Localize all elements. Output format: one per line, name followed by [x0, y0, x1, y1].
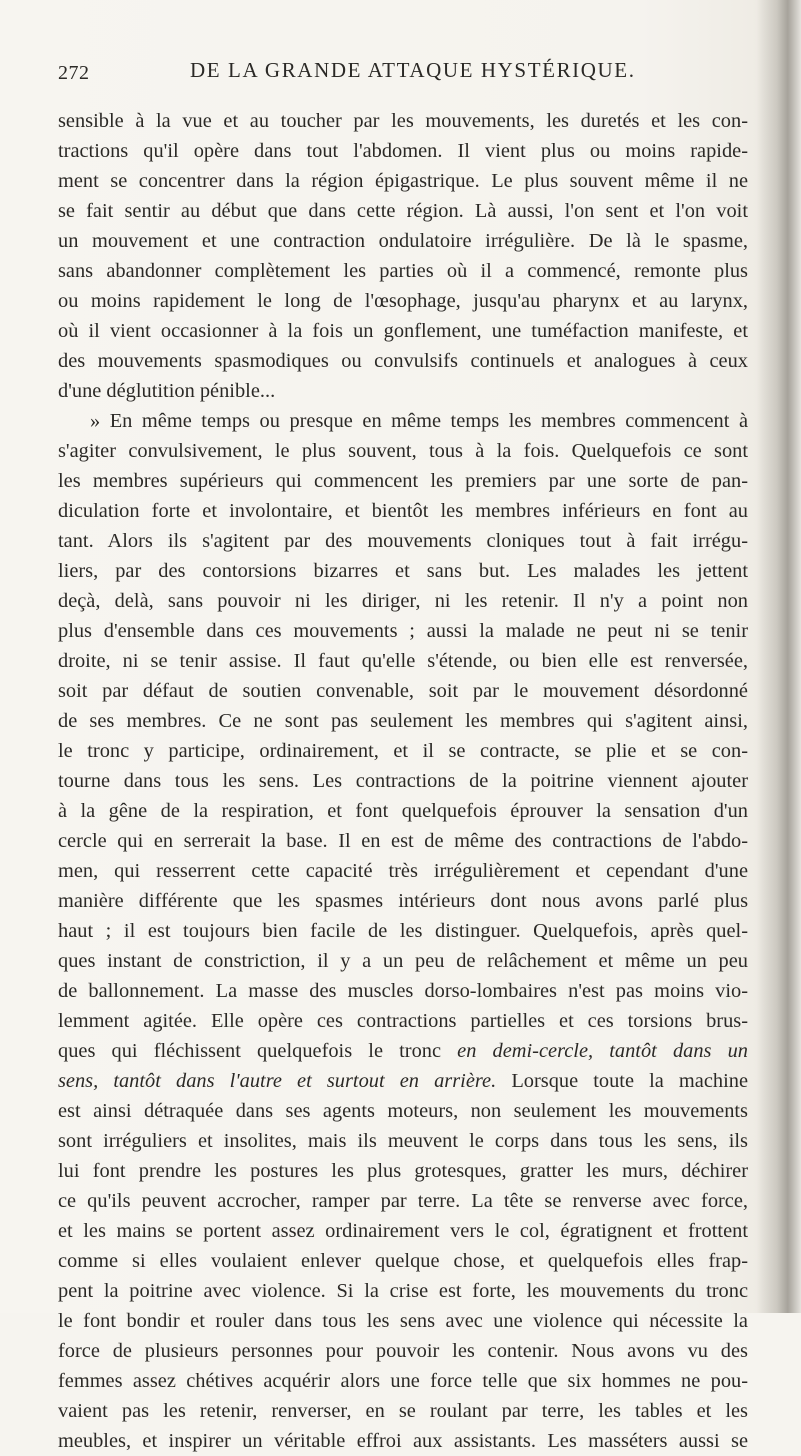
- text-line: soit par défaut de soutien convenable, soit par le mouvement désordonné: [58, 680, 748, 702]
- text-line: de ses membres. Ce ne sont pas seulement les membres qui s'agitent ainsi,: [58, 710, 748, 732]
- text-line: liers, par des contorsions bizarres et sans but. Les malades les jettent: [58, 560, 748, 582]
- text-line: sans abandonner complètement les parties où il a commencé, remonte plus: [58, 260, 748, 282]
- text-line: d'une déglutition pénible...: [58, 380, 276, 402]
- page-edge-shadow: [757, 0, 801, 1313]
- text-line: ce qu'ils peuvent accrocher, ramper par terre. La tête se renverse avec force,: [58, 1190, 748, 1212]
- text-line: à la gêne de la respiration, et font quelquefois éprouver la sensation d'un: [58, 800, 748, 822]
- text-line: men, qui resserrent cette capacité très irrégulièrement et cependant d'une: [58, 860, 748, 882]
- text-line: haut ; il est toujours bien facile de les distinguer. Quelquefois, après quel-: [58, 920, 748, 942]
- text-line: se fait sentir au début que dans cette région. Là aussi, l'on sent et l'on voit: [58, 200, 748, 222]
- text-line: où il vient occasionner à la fois un gonflement, une tuméfaction manifeste, et: [58, 320, 748, 342]
- text-line: ou moins rapidement le long de l'œsophage, jusqu'au pharynx et au larynx,: [58, 290, 748, 312]
- text-line: et les mains se portent assez ordinairement vers le col, égratignent et frottent: [58, 1220, 748, 1242]
- text-line: deçà, delà, sans pouvoir ni les diriger, ni les retenir. Il n'y a point non: [58, 590, 748, 612]
- text-line: s'agiter convulsivement, le plus souvent, tous à la fois. Quelquefois ce sont: [58, 440, 748, 462]
- text-line: le tronc y participe, ordinairement, et il se contracte, se plie et se con-: [58, 740, 748, 762]
- page-number: 272: [58, 62, 90, 84]
- text-line-mixed: [58, 1036, 748, 1066]
- text-line: est ainsi détraquée dans ses agents moteurs, non seulement les mouvements: [58, 1100, 748, 1122]
- text-fragment: ques qui fléchissent quelquefois le tronc: [58, 1040, 458, 1062]
- page-header: [58, 58, 698, 90]
- text-line: un mouvement et une contraction ondulatoire irrégulière. De là le spasme,: [58, 230, 748, 252]
- text-line: comme si elles voulaient enlever quelque chose, et quelquefois elles frap-: [58, 1250, 748, 1272]
- text-line: les membres supérieurs qui commencent les premiers par une sorte de pan-: [58, 470, 748, 492]
- text-line: lemment agitée. Elle opère ces contractions partielles et ces torsions brus-: [58, 1010, 748, 1032]
- text-line: de ballonnement. La masse des muscles dorso-lombaires n'est pas moins vio-: [58, 980, 748, 1002]
- body-text: [58, 106, 748, 1456]
- text-line-mixed: [58, 1066, 748, 1096]
- text-line: pent la poitrine avec violence. Si la crise est forte, les mouvements du tronc: [58, 1280, 748, 1302]
- italic-fragment: sens, tantôt dans l'autre et surtout en arrière.: [58, 1070, 497, 1092]
- text-line: des mouvements spasmodiques ou convulsifs continuels et analogues à ceux: [58, 350, 748, 372]
- text-line: tourne dans tous les sens. Les contractions de la poitrine viennent ajouter: [58, 770, 748, 792]
- text-line: meubles, et inspirer un véritable effroi aux assistants. Les masséters aussi se: [58, 1430, 748, 1452]
- text-line: femmes assez chétives acquérir alors une force telle que six hommes ne pou-: [58, 1370, 748, 1392]
- text-line: ment se concentrer dans la région épigastrique. Le plus souvent même il ne: [58, 170, 748, 192]
- text-line: force de plusieurs personnes pour pouvoir les contenir. Nous avons vu des: [58, 1340, 748, 1362]
- text-line: le font bondir et rouler dans tous les sens avec une violence qui nécessite la: [58, 1310, 748, 1332]
- text-line: ques instant de constriction, il y a un peu de relâchement et même un peu: [58, 950, 748, 972]
- text-line: cercle qui en serrerait la base. Il en est de même des contractions de l'abdo-: [58, 830, 748, 852]
- text-line: manière différente que les spasmes intérieurs dont nous avons parlé plus: [58, 890, 748, 912]
- text-line: plus d'ensemble dans ces mouvements ; aussi la malade ne peut ni se tenir: [58, 620, 748, 642]
- text-line: sensible à la vue et au toucher par les mouvements, les duretés et les con-: [58, 110, 748, 132]
- italic-fragment: en demi-cercle, tantôt dans un: [457, 1040, 749, 1062]
- text-line: tractions qu'il opère dans tout l'abdomen. Il vient plus ou moins rapide-: [58, 140, 748, 162]
- text-line: vaient pas les retenir, renverser, en se roulant par terre, les tables et les: [58, 1400, 748, 1422]
- text-line: lui font prendre les postures les plus grotesques, gratter les murs, déchirer: [58, 1160, 748, 1182]
- text-line: » En même temps ou presque en même temps les membres commencent à: [90, 410, 748, 432]
- text-line: sont irréguliers et insolites, mais ils meuvent le corps dans tous les sens, ils: [58, 1130, 748, 1152]
- running-head: DE LA GRANDE ATTAQUE HYSTÉRIQUE.: [190, 58, 636, 82]
- text-line: diculation forte et involontaire, et bientôt les membres inférieurs en font au: [58, 500, 748, 522]
- text-line: droite, ni se tenir assise. Il faut qu'elle s'étende, ou bien elle est renversée,: [58, 650, 748, 672]
- text-fragment: Lorsque toute la machine: [496, 1070, 749, 1092]
- text-line: tant. Alors ils s'agitent par des mouvements cloniques tout à fait irrégu-: [58, 530, 748, 552]
